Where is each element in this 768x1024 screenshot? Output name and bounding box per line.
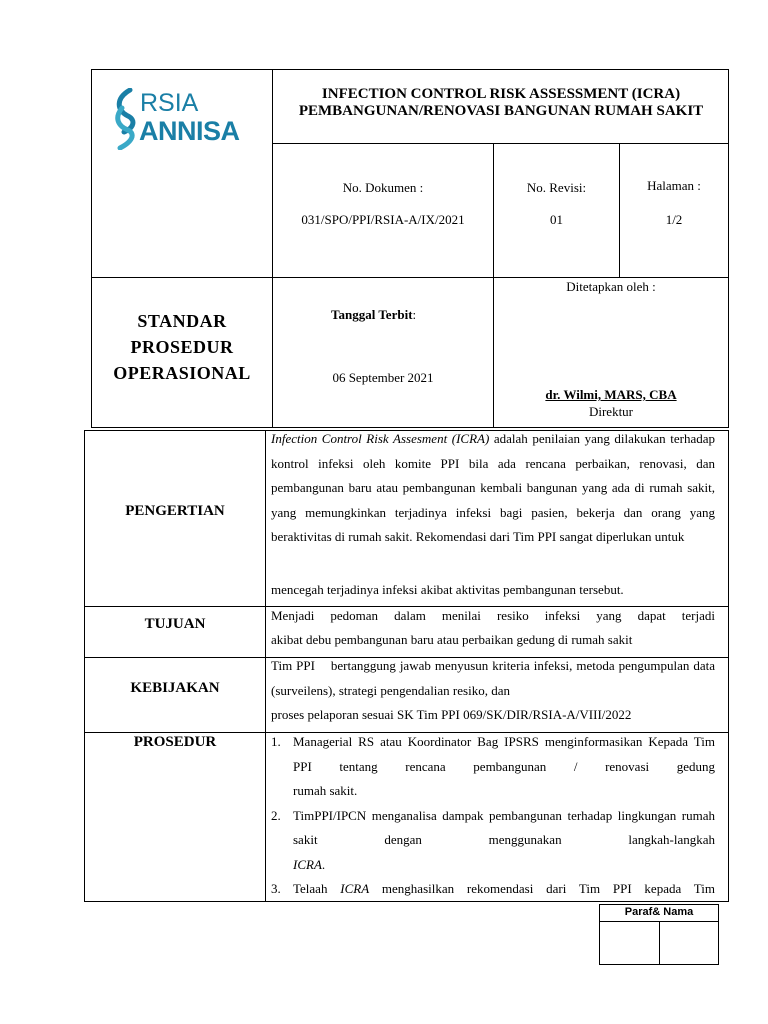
list-item [271, 804, 715, 878]
list-number: 1. [271, 734, 281, 749]
kebijakan-last-line: proses pelaporan sesuai SK Tim PPI 069/SK/DIR/RSIA-A/VIII/2022 [271, 707, 632, 722]
tujuan-label: TUJUAN [144, 616, 206, 632]
list-item-italic: ICRA [293, 856, 322, 872]
tujuan-last-line: akibat debu pembangunan baru atau perbaikan gedung di rumah sakit [271, 632, 633, 647]
ditetapkan-label: Ditetapkan oleh : [566, 279, 656, 294]
no-dokumen-label: No. Dokumen : [342, 180, 424, 195]
halaman-value: 1/2 [665, 212, 683, 227]
no-revisi-value: 01 [550, 212, 563, 227]
pengertian-label: PENGERTIAN [125, 503, 225, 519]
list-item-tail: . [321, 856, 326, 872]
pengertian-last-line: mencegah terjadinya infeksi akibat aktivitas pembangunan tersebut. [271, 582, 624, 597]
list-item-body: menghasilkan rekomendasi dari Tim PPI kepada Tim [381, 881, 715, 896]
no-revisi-label: No. Revisi: [526, 180, 587, 195]
kebijakan-text: Tim PPI bertanggung jawab menyusun kriteria infeksi, metoda pengumpulan data (surveilens), strategi pengendalian resiko, dan [271, 658, 719, 698]
logo-line1: RSIA [140, 89, 199, 117]
document-title: INFECTION CONTROL RISK ASSESSMENT (ICRA) PEMBANGUNAN/RENOVASI BANGUNAN RUMAH SAKIT [298, 86, 704, 119]
list-item-last-line [293, 853, 715, 878]
halaman-label: Halaman : [647, 178, 701, 193]
list-item-text [293, 877, 715, 902]
logo [108, 86, 248, 152]
logo-mark-icon [112, 88, 140, 150]
prosedur-list [271, 730, 715, 902]
logo-line2: ANNISA [139, 116, 240, 146]
tujuan-text: Menjadi pedoman dalam menilai resiko infeksi yang dapat terjadi [271, 608, 715, 623]
signer-title: Direktur [588, 404, 634, 419]
list-number: 3. [271, 881, 281, 896]
tanggal-terbit [331, 307, 416, 323]
tanggal-terbit-colon: : [412, 307, 417, 322]
list-item [271, 877, 715, 902]
tanggal-terbit-label: Tanggal Terbit [331, 307, 413, 322]
list-number: 2. [271, 807, 281, 823]
list-item-text: TimPPI/IPCN menganalisa dampak pembangunan terhadap lingkungan rumah sakit dengan menggunakan langkah-langkah [293, 807, 715, 847]
pengertian-body: adalah penilaian yang dilakukan terhadap kontrol infeksi oleh komite PPI bila ada rencana perbaikan, renovasi, dan pembangunan baru atau pembangunan kembali bangunan yang ada di rumah sakit, yang memungkinkan terjadinya infeksi bagi pasien, bekerja dan orang yang beraktivitas di rumah sakit. Rekomendasi dari Tim PPI sangat diperlukan untuk [271, 431, 715, 544]
list-item-last-line: rumah sakit. [293, 783, 358, 798]
signer-name: dr. Wilmi, MARS, CBA [545, 387, 677, 402]
spo-label: STANDAR PROSEDUR OPERASIONAL [113, 311, 251, 383]
prosedur-label: PROSEDUR [133, 734, 217, 750]
kebijakan-label: KEBIJAKAN [130, 680, 220, 696]
list-item-italic: ICRA [340, 881, 370, 896]
tanggal-terbit-value: 06 September 2021 [332, 370, 434, 385]
list-item-pre: Telaah [293, 881, 328, 896]
no-dokumen-value: 031/SPO/PPI/RSIA-A/IX/2021 [301, 212, 465, 227]
pengertian-italic-lead: Infection Control Risk Assesment (ICRA) [271, 431, 490, 446]
paraf-label: Paraf& Nama [624, 906, 694, 918]
pengertian-text [271, 427, 715, 550]
list-item [271, 730, 715, 804]
list-item-text: Managerial RS atau Koordinator Bag IPSRS menginformasikan Kepada Tim PPI tentang rencana pembangunan / renovasi gedung [293, 734, 715, 774]
